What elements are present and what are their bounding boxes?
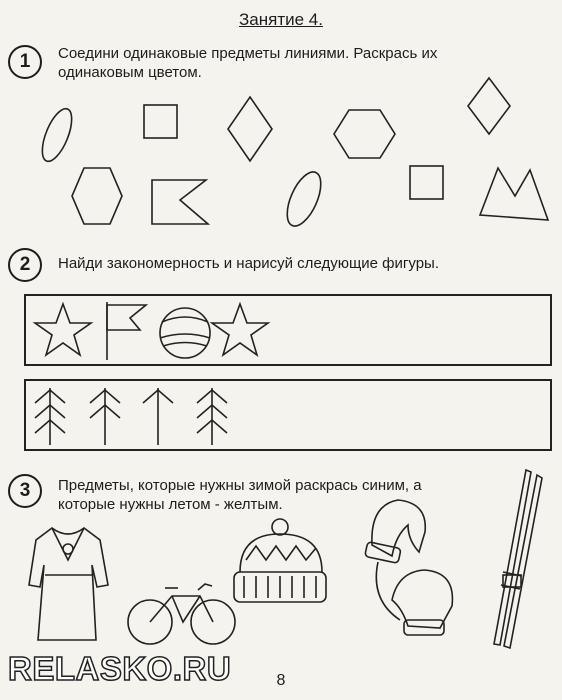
hexagon-shape — [334, 110, 395, 158]
task-3-line-2: которые нужны летом - желтым. — [58, 496, 283, 513]
star-shape — [35, 304, 91, 355]
task-2-pattern-row-1 — [25, 295, 551, 365]
flag-shape — [152, 180, 208, 224]
oval-shape — [36, 105, 77, 165]
fir-tree-icon — [35, 388, 65, 445]
star-shape — [212, 304, 268, 355]
rhombus-shape — [468, 78, 510, 134]
watermark-text: RELASKO.RU — [8, 650, 232, 687]
oval-shape — [280, 167, 327, 231]
flag-icon — [107, 302, 146, 360]
hexagon-shape — [72, 168, 122, 224]
square-shape — [410, 166, 443, 199]
fir-tree-icon — [197, 388, 227, 445]
task-2-pattern-row-2 — [25, 380, 551, 450]
page-title: Занятие 4. — [239, 10, 323, 29]
arrow-tree-icon — [143, 388, 173, 445]
task-3-number: 3 — [8, 474, 42, 508]
mittens-icon — [365, 500, 453, 635]
square-shape — [144, 105, 177, 138]
task-1-line-2: одинаковым цветом. — [58, 64, 202, 81]
dress-icon — [29, 528, 108, 640]
task-1-number: 1 — [8, 45, 42, 79]
task-1-shapes — [36, 78, 548, 231]
task-2-number: 2 — [8, 248, 42, 282]
skis-icon — [494, 470, 542, 648]
crown-shape — [480, 168, 548, 220]
pattern-box — [25, 295, 551, 365]
winter-hat-icon — [234, 519, 326, 602]
ball-icon — [160, 308, 210, 358]
task-2-line-1: Найди закономерность и нарисуй следующие фигуры. — [58, 255, 439, 272]
fir-tree-icon — [90, 388, 120, 445]
page-number: 8 — [276, 672, 286, 689]
task-3-line-1: Предметы, которые нужны зимой раскрась синим, а — [58, 477, 422, 494]
bicycle-icon — [128, 584, 235, 644]
task-1-line-1: Соедини одинаковые предметы линиями. Раскрась их — [58, 45, 438, 62]
rhombus-shape — [228, 97, 272, 161]
